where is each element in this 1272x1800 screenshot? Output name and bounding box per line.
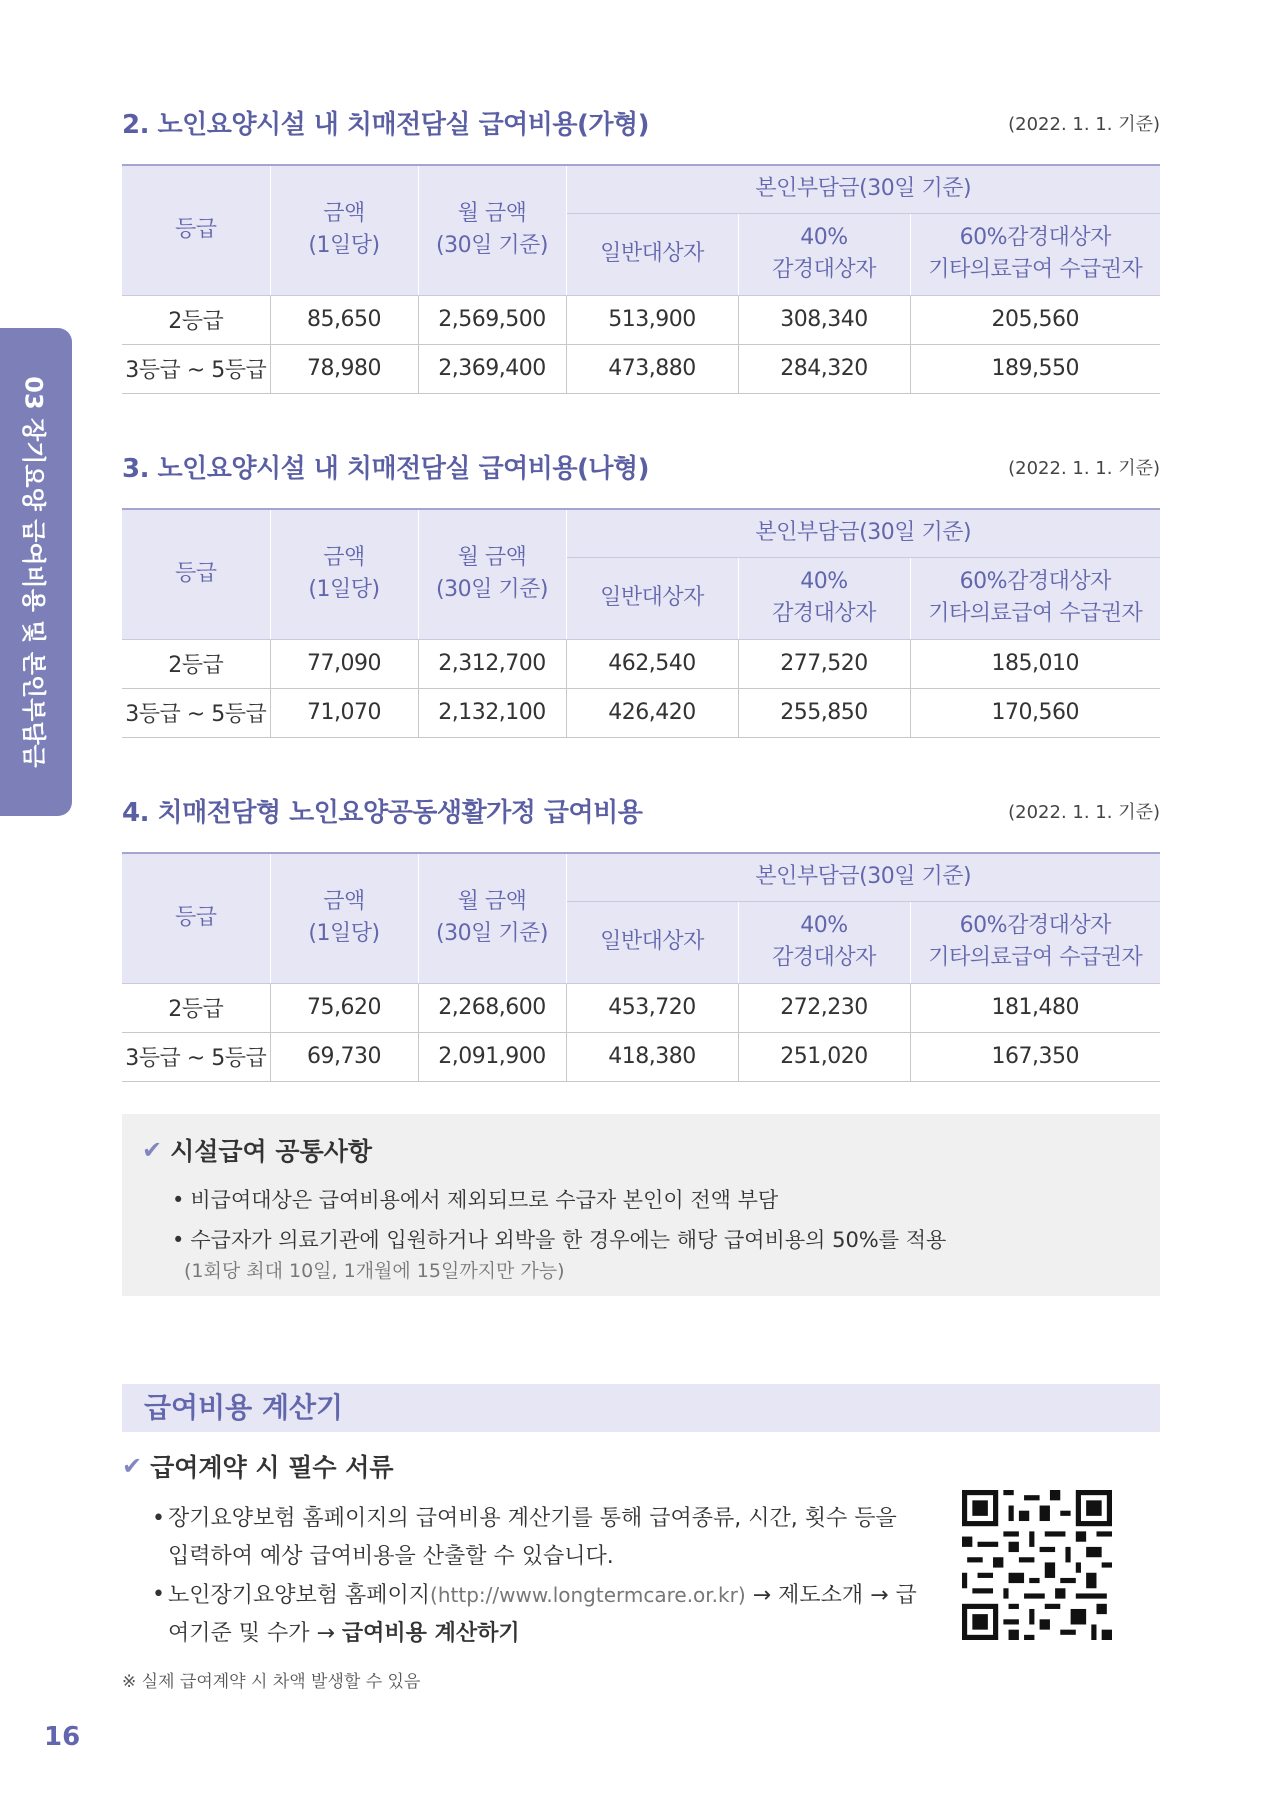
calculator-body — [122, 1448, 922, 1692]
cell-daily: 78,980 — [270, 344, 418, 393]
header-daily: 금액 (1일당) — [270, 853, 418, 983]
notice-item: • 수급자가 의료기관에 입원하거나 외박을 한 경우에는 해당 급여비용의 50%를 적용 — [172, 1220, 1160, 1260]
table-row — [122, 295, 1160, 344]
cell-monthly: 2,569,500 — [418, 295, 566, 344]
cell-60: 181,480 — [910, 983, 1160, 1032]
header-monthly: 월 금액 (30일 기준) — [418, 509, 566, 639]
fee-table — [122, 164, 1160, 394]
cell-grade: 2등급 — [122, 639, 270, 688]
qr-code-icon[interactable] — [962, 1490, 1112, 1640]
cell-monthly: 2,312,700 — [418, 639, 566, 688]
calculator-list — [152, 1500, 922, 1653]
chapter-label: 03 장기요양 급여비용 및 본인부담금 — [19, 376, 48, 768]
cell-daily: 75,620 — [270, 983, 418, 1032]
item-strong: 급여비용 계산하기 — [341, 1621, 520, 1646]
section-title: 4. 치매전담형 노인요양공동생활가정 급여비용 — [122, 798, 643, 828]
check-icon: ✔ — [142, 1136, 163, 1164]
cell-40: 251,020 — [738, 1032, 910, 1081]
header-40: 40% 감경대상자 — [738, 901, 910, 983]
calculator-title — [122, 1448, 922, 1484]
item-text: 노인장기요양보험 홈페이지 — [168, 1583, 431, 1608]
table-row — [122, 983, 1160, 1032]
cell-general: 462,540 — [566, 639, 738, 688]
header-monthly: 월 금액 (30일 기준) — [418, 853, 566, 983]
cell-general: 453,720 — [566, 983, 738, 1032]
cell-40: 308,340 — [738, 295, 910, 344]
cell-40: 272,230 — [738, 983, 910, 1032]
notice-subnote: (1회당 최대 10일, 1개월에 15일까지만 가능) — [184, 1260, 565, 1282]
calculator-heading: 급여비용 계산기 — [144, 1391, 344, 1424]
notice-title — [142, 1132, 1160, 1168]
cell-daily: 77,090 — [270, 639, 418, 688]
cell-daily: 85,650 — [270, 295, 418, 344]
section-date: (2022. 1. 1. 기준) — [1008, 114, 1160, 135]
header-monthly: 월 금액 (30일 기준) — [418, 165, 566, 295]
calculator-title-text: 급여계약 시 필수 서류 — [150, 1453, 394, 1482]
fee-section-3 — [122, 792, 1160, 1082]
header-60: 60%감경대상자 기타의료급여 수급권자 — [910, 557, 1160, 639]
header-copay: 본인부담금(30일 기준) — [566, 165, 1160, 213]
header-general: 일반대상자 — [566, 901, 738, 983]
header-grade: 등급 — [122, 509, 270, 639]
section-date: (2022. 1. 1. 기준) — [1008, 802, 1160, 823]
cell-general: 473,880 — [566, 344, 738, 393]
cell-40: 284,320 — [738, 344, 910, 393]
section-title: 3. 노인요양시설 내 치매전담실 급여비용(나형) — [122, 454, 650, 484]
fee-table — [122, 508, 1160, 738]
homepage-url[interactable]: (http://www.longtermcare.or.kr) — [430, 1583, 746, 1607]
caution-note: ※ 실제 급여계약 시 차액 발생할 수 있음 — [122, 1672, 421, 1692]
notice-item: • 비급여대상은 급여비용에서 제외되므로 수급자 본인이 전액 부담 — [172, 1180, 1160, 1220]
fee-section-2 — [122, 448, 1160, 738]
header-40: 40% 감경대상자 — [738, 557, 910, 639]
notice-list — [172, 1180, 1160, 1260]
header-40: 40% 감경대상자 — [738, 213, 910, 295]
cell-grade: 2등급 — [122, 295, 270, 344]
check-icon: ✔ — [122, 1452, 143, 1480]
cell-60: 205,560 — [910, 295, 1160, 344]
cell-grade: 2등급 — [122, 983, 270, 1032]
notice-box — [122, 1114, 1160, 1296]
cell-60: 185,010 — [910, 639, 1160, 688]
table-row — [122, 1032, 1160, 1081]
cell-daily: 69,730 — [270, 1032, 418, 1081]
header-daily: 금액 (1일당) — [270, 165, 418, 295]
section-title: 2. 노인요양시설 내 치매전담실 급여비용(가형) — [122, 110, 650, 140]
cell-grade: 3등급 ~ 5등급 — [122, 1032, 270, 1081]
cell-grade: 3등급 ~ 5등급 — [122, 344, 270, 393]
header-general: 일반대상자 — [566, 557, 738, 639]
cell-monthly: 2,091,900 — [418, 1032, 566, 1081]
cell-40: 277,520 — [738, 639, 910, 688]
cell-40: 255,850 — [738, 688, 910, 737]
cell-monthly: 2,268,600 — [418, 983, 566, 1032]
calculator-heading-bar — [122, 1384, 1160, 1432]
table-row — [122, 639, 1160, 688]
page-number: 16 — [44, 1722, 81, 1752]
cell-daily: 71,070 — [270, 688, 418, 737]
cell-60: 170,560 — [910, 688, 1160, 737]
fee-section-1 — [122, 104, 1160, 394]
header-60: 60%감경대상자 기타의료급여 수급권자 — [910, 213, 1160, 295]
header-60: 60%감경대상자 기타의료급여 수급권자 — [910, 901, 1160, 983]
header-grade: 등급 — [122, 165, 270, 295]
cell-general: 513,900 — [566, 295, 738, 344]
cell-general: 418,380 — [566, 1032, 738, 1081]
calculator-item: • 장기요양보험 홈페이지의 급여비용 계산기를 통해 급여종류, 시간, 횟수 등을 입력하여 예상 급여비용을 산출할 수 있습니다. — [152, 1500, 922, 1576]
header-copay: 본인부담금(30일 기준) — [566, 853, 1160, 901]
header-grade: 등급 — [122, 853, 270, 983]
section-date: (2022. 1. 1. 기준) — [1008, 458, 1160, 479]
header-general: 일반대상자 — [566, 213, 738, 295]
cell-grade: 3등급 ~ 5등급 — [122, 688, 270, 737]
cell-general: 426,420 — [566, 688, 738, 737]
cell-monthly: 2,132,100 — [418, 688, 566, 737]
header-copay: 본인부담금(30일 기준) — [566, 509, 1160, 557]
cell-monthly: 2,369,400 — [418, 344, 566, 393]
item-path: → 제도소개 → 급여기준 및 수가 → — [168, 1583, 917, 1646]
calculator-item-link — [152, 1576, 922, 1653]
notice-title-text: 시설급여 공통사항 — [170, 1137, 373, 1166]
fee-table — [122, 852, 1160, 1082]
table-row — [122, 344, 1160, 393]
table-row — [122, 688, 1160, 737]
cell-60: 167,350 — [910, 1032, 1160, 1081]
cell-60: 189,550 — [910, 344, 1160, 393]
chapter-side-tab — [0, 328, 72, 816]
header-daily: 금액 (1일당) — [270, 509, 418, 639]
